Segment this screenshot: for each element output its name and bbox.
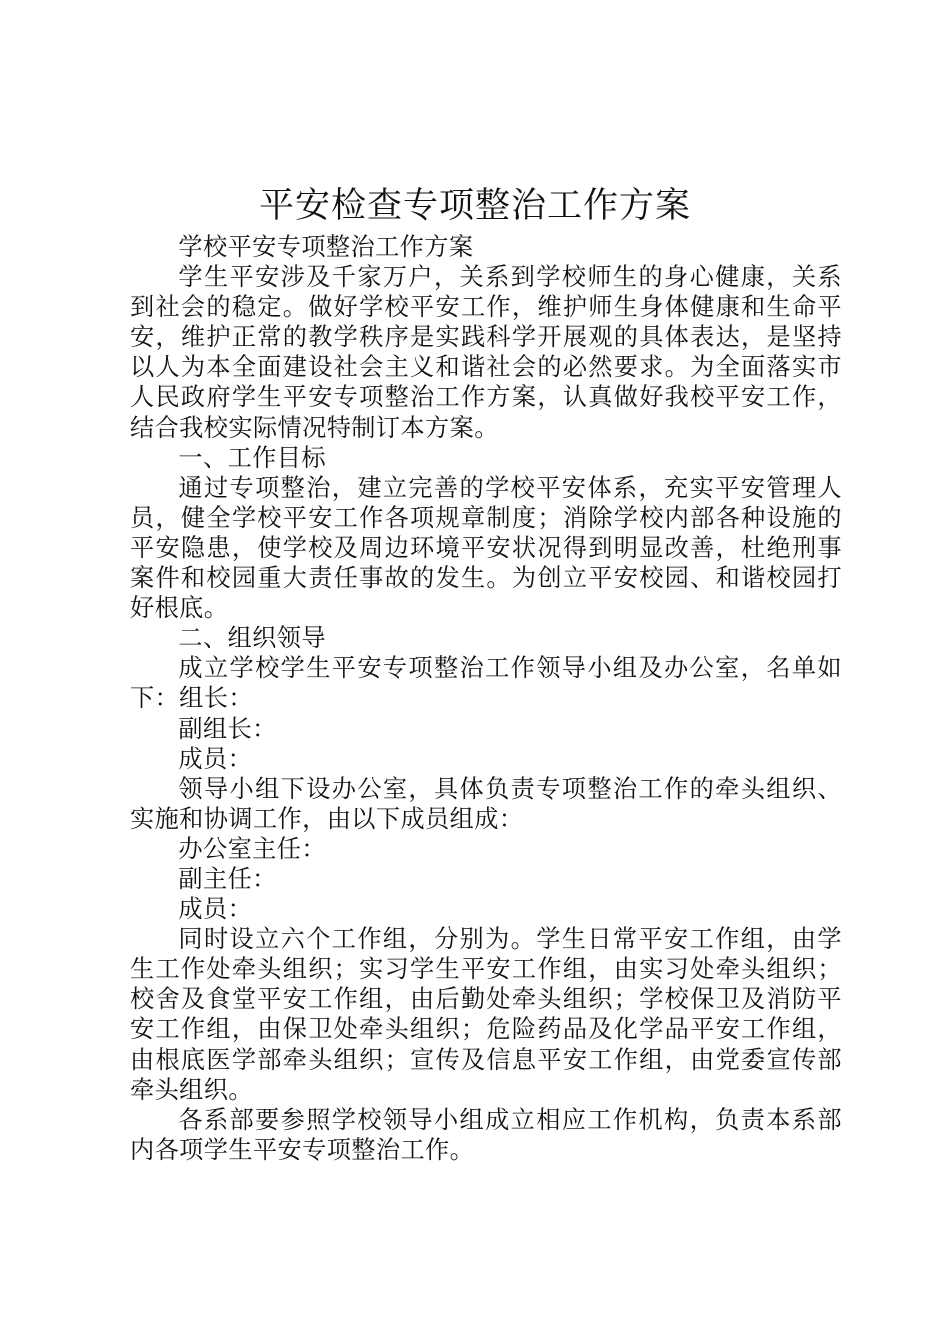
office-paragraph: 领导小组下设办公室，具体负责专项整治工作的牵头组织、实施和协调工作，由以下成员组成： — [130, 774, 842, 833]
subtitle-paragraph: 学校平安专项整治工作方案 — [178, 233, 474, 261]
section-heading-goals: 一、工作目标 — [178, 443, 326, 472]
office-director-line: 办公室主任： — [178, 834, 326, 863]
working-groups-paragraph: 同时设立六个工作组，分别为。学生日常平安工作组，由学生工作处牵头组织；实习学生平安工作组，由实习处牵头组织；校舍及食堂平安工作组，由后勤处牵头组织；学校保卫及消防平安工作组，由保卫处牵头组织；危险药品及化学品平安工作组，由根底医学部牵头组织；宣传及信息平安工作组，由党委宣传部牵头组织。 — [130, 925, 842, 1104]
document-body — [130, 232, 842, 1165]
section-heading-organization: 二、组织领导 — [178, 624, 326, 653]
intro-paragraph: 学生平安涉及千家万户，关系到学校师生的身心健康，关系到社会的稳定。做好学校平安工作，维护师生身体健康和生命平安，维护正常的教学秩序是实践科学开展观的具体表达，是坚持以人为本全面建设社会主义和谐社会的必然要求。为全面落实市人民政府学生平安专项整治工作方案，认真做好我校平安工作，结合我校实际情况特制订本方案。 — [130, 263, 842, 442]
office-members-line: 成员： — [178, 895, 253, 924]
organization-paragraph: 成立学校学生平安专项整治工作领导小组及办公室，名单如下：组长： — [130, 654, 842, 713]
goals-paragraph: 通过专项整治，建立完善的学校平安体系，充实平安管理人员，健全学校平安工作各项规章制度；消除学校内部各种设施的平安隐患，使学校及周边环境平安状况得到明显改善，杜绝刑事案件和校园重大责任事故的发生。为创立平安校园、和谐校园打好根底。 — [130, 473, 842, 623]
departments-paragraph: 各系部要参照学校领导小组成立相应工作机构，负责本系部内各项学生平安专项整治工作。 — [130, 1105, 842, 1164]
deputy-leader-line: 副组长： — [178, 714, 277, 743]
deputy-director-line: 副主任： — [178, 864, 277, 893]
members-line: 成员： — [178, 744, 253, 773]
document-title: 平安检查专项整治工作方案 — [258, 186, 691, 226]
